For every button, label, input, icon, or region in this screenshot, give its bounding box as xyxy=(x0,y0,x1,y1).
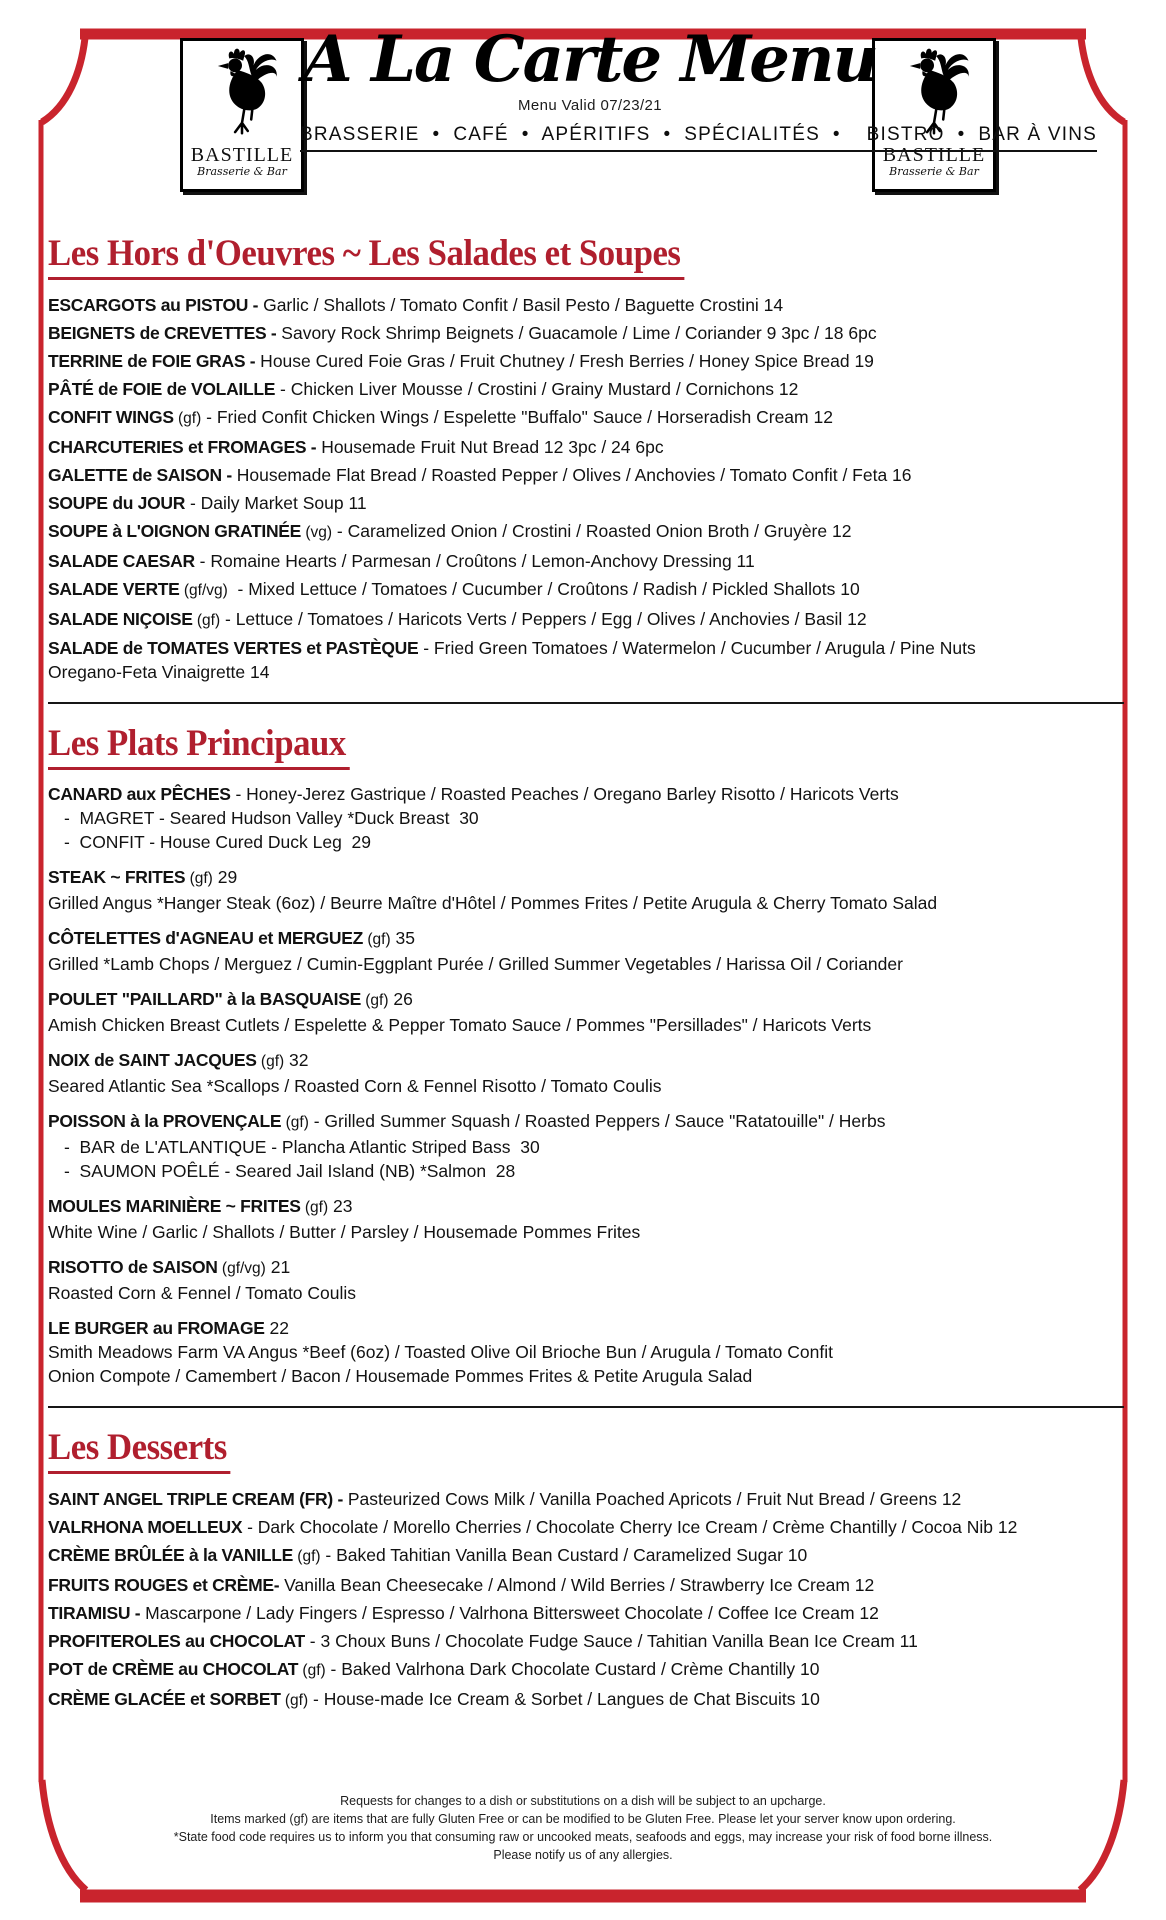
menu-item xyxy=(48,782,1124,854)
item-description: Savory Rock Shrimp Beignets / Guacamole / Lime / Coriander 9 3pc / 18 6pc xyxy=(276,323,877,343)
item-description: - Romaine Hearts / Parmesan / Croûtons / Lemon-Anchovy Dressing 11 xyxy=(194,551,755,571)
item-name: PÂTÉ de FOIE de VOLAILLE xyxy=(48,379,276,399)
menu-item-line xyxy=(48,462,1124,488)
menu-item xyxy=(48,320,1124,346)
menu-item xyxy=(48,926,1124,976)
item-description: Housemade Flat Bread / Roasted Pepper / Olives / Anchovies / Tomato Confit / Feta 16 xyxy=(231,465,912,485)
item-subline: Grilled Angus *Hanger Steak (6oz) / Beurre Maître d'Hôtel / Pommes Frites / Petite Arugula & Cherry Tomato Salad xyxy=(48,893,938,913)
menu-item xyxy=(48,1109,1124,1183)
item-description: - Fried Confit Chicken Wings / Espelette "Buffalo" Sauce / Horseradish Cream 12 xyxy=(201,407,833,427)
item-diet-tag: (gf) xyxy=(256,1053,285,1070)
menu-item xyxy=(48,1486,1124,1512)
item-diet-tag: (gf) xyxy=(298,1662,326,1679)
item-name: POT de CRÈME au CHOCOLAT xyxy=(48,1659,299,1679)
menu-item xyxy=(48,404,1124,432)
menu-item xyxy=(48,1048,1124,1098)
menu-item xyxy=(48,518,1124,546)
menu-item-line xyxy=(48,320,1124,346)
item-subline: - SAUMON POÊLÉ - Seared Jail Island (NB) *Salmon 28 xyxy=(64,1161,516,1181)
menu-item xyxy=(48,1255,1124,1305)
item-description: 22 xyxy=(264,1318,289,1338)
logo-subtitle: Brasserie & Bar xyxy=(889,165,979,178)
item-subline: - MAGRET - Seared Hudson Valley *Duck Breast 30 xyxy=(64,808,479,828)
item-subline: Amish Chicken Breast Cutlets / Espelette & Pepper Tomato Sauce / Pommes "Persillades" / Haricots Verts xyxy=(48,1015,872,1035)
menu-item-line xyxy=(48,1572,1124,1598)
item-name: FRUITS ROUGES et CRÈME- xyxy=(48,1575,280,1595)
menu-item xyxy=(48,462,1124,488)
item-description: House Cured Foie Gras / Fruit Chutney / Fresh Berries / Honey Spice Bread 19 xyxy=(255,351,874,371)
item-subline: - CONFIT - House Cured Duck Leg 29 xyxy=(64,832,372,852)
menu-item xyxy=(48,1628,1124,1654)
item-description: 21 xyxy=(265,1257,291,1277)
menu-item-line xyxy=(48,1600,1124,1626)
menu-item-line xyxy=(48,376,1124,402)
item-name: STEAK ~ FRITES xyxy=(48,867,186,887)
menu-item-line xyxy=(48,782,1124,806)
menu-item xyxy=(48,1600,1124,1626)
item-name: GALETTE de SAISON - xyxy=(48,465,232,485)
menu-item xyxy=(48,1194,1124,1244)
item-name: CONFIT WINGS xyxy=(48,407,174,427)
item-name: SALADE CAESAR xyxy=(48,551,195,571)
item-name: PROFITEROLES au CHOCOLAT xyxy=(48,1631,305,1651)
menu-item-line xyxy=(48,987,1124,1013)
menu-item-line xyxy=(48,1048,1124,1074)
menu-item-line xyxy=(48,1686,1124,1714)
item-diet-tag: (vg) xyxy=(301,524,333,541)
footer-notes xyxy=(0,1792,1166,1864)
item-name: CÔTELETTES d'AGNEAU et MERGUEZ xyxy=(48,928,364,948)
menu-item-line xyxy=(48,404,1124,432)
menu-item xyxy=(48,292,1124,318)
item-description: - Caramelized Onion / Crostini / Roasted Onion Broth / Gruyère 12 xyxy=(332,521,852,541)
logo-subtitle: Brasserie & Bar xyxy=(197,165,287,178)
menu-item-line xyxy=(48,292,1124,318)
item-diet-tag: (gf) xyxy=(192,612,221,629)
header xyxy=(300,22,1098,152)
item-name: SAINT ANGEL TRIPLE CREAM (FR) - xyxy=(48,1489,343,1509)
menu-item-line xyxy=(48,1656,1124,1684)
page-title: A La Carte Menu xyxy=(303,22,877,97)
item-name: POISSON à la PROVENÇALE xyxy=(48,1111,282,1131)
item-description: - Honey-Jerez Gastrique / Roasted Peaches / Oregano Barley Risotto / Haricots Verts xyxy=(230,784,899,804)
footer-line: Items marked (gf) are items that are fully Gluten Free or can be modified to be Gluten Free. Please let your server know upon ordering. xyxy=(210,1812,956,1826)
menu-item xyxy=(48,1316,1124,1388)
item-subline: Smith Meadows Farm VA Angus *Beef (6oz) / Toasted Olive Oil Brioche Bun / Arugula / Tomato Confit xyxy=(48,1342,833,1362)
menu-item xyxy=(48,434,1124,460)
menu-item-line xyxy=(48,865,1124,891)
item-description: 26 xyxy=(388,989,413,1009)
item-name: CRÈME GLACÉE et SORBET xyxy=(48,1689,281,1709)
item-description: - Dark Chocolate / Morello Cherries / Chocolate Cherry Ice Cream / Crème Chantilly / Cocoa Nib 12 xyxy=(242,1517,1018,1537)
item-name: LE BURGER au FROMAGE xyxy=(48,1318,265,1338)
item-name: SALADE NIÇOISE xyxy=(48,609,193,629)
rooster-icon xyxy=(203,47,281,139)
item-subline: Seared Atlantic Sea *Scallops / Roasted Corn & Fennel Risotto / Tomato Coulis xyxy=(48,1076,662,1096)
menu-item-line xyxy=(48,1255,1124,1281)
item-description: Housemade Fruit Nut Bread 12 3pc / 24 6pc xyxy=(316,437,664,457)
menu-item xyxy=(48,376,1124,402)
menu-item-line xyxy=(48,518,1124,546)
item-description: Pasteurized Cows Milk / Vanilla Poached Apricots / Fruit Nut Bread / Greens 12 xyxy=(343,1489,962,1509)
menu-section xyxy=(48,712,1124,1388)
item-subline: Oregano-Feta Vinaigrette 14 xyxy=(48,662,270,682)
section-title: Les Desserts xyxy=(48,1426,231,1474)
menu-item xyxy=(48,490,1124,516)
footer-line: Please notify us of any allergies. xyxy=(493,1848,673,1862)
item-description: Mascarpone / Lady Fingers / Espresso / Valrhona Bittersweet Chocolate / Coffee Ice Cream 12 xyxy=(140,1603,879,1623)
menu-item xyxy=(48,1572,1124,1598)
menu-item xyxy=(48,576,1124,604)
item-description: - Fried Green Tomatoes / Watermelon / Cucumber / Arugula / Pine Nuts xyxy=(418,638,976,658)
item-diet-tag: (gf) xyxy=(280,1692,309,1709)
section-divider xyxy=(48,702,1124,704)
menu-item-line xyxy=(48,1109,1124,1135)
item-name: MOULES MARINIÈRE ~ FRITES xyxy=(48,1196,301,1216)
item-description: - Mixed Lettuce / Tomatoes / Cucumber / Croûtons / Radish / Pickled Shallots 10 xyxy=(227,579,860,599)
menu-item-line xyxy=(48,1194,1124,1220)
menu-item-line xyxy=(48,1514,1124,1540)
menu-valid-date: Menu Valid 07/23/21 xyxy=(517,97,663,115)
item-name: TERRINE de FOIE GRAS - xyxy=(48,351,256,371)
item-description: Vanilla Bean Cheesecake / Almond / Wild Berries / Strawberry Ice Cream 12 xyxy=(279,1575,875,1595)
menu-item xyxy=(48,548,1124,574)
item-description: 23 xyxy=(328,1196,353,1216)
item-name: CRÈME BRÛLÉE à la VANILLE xyxy=(48,1545,293,1565)
item-subline: Grilled *Lamb Chops / Merguez / Cumin-Eggplant Purée / Grilled Summer Vegetables / Harissa Oil / Coriander xyxy=(48,954,903,974)
item-description: - Baked Tahitian Vanilla Bean Custard / Caramelized Sugar 10 xyxy=(320,1545,808,1565)
menu-item-line xyxy=(48,926,1124,952)
menu-item xyxy=(48,636,1124,684)
menu-item-line xyxy=(48,606,1124,634)
item-subline: Roasted Corn & Fennel / Tomato Coulis xyxy=(48,1283,357,1303)
item-diet-tag: (gf) xyxy=(185,870,213,887)
item-name: ESCARGOTS au PISTOU - xyxy=(48,295,259,315)
menu-item xyxy=(48,1542,1124,1570)
menu-item-line xyxy=(48,636,1124,660)
menu-item-line xyxy=(48,548,1124,574)
menu-item xyxy=(48,1514,1124,1540)
menu-item xyxy=(48,987,1124,1037)
item-description: 32 xyxy=(284,1050,309,1070)
item-diet-tag: (gf) xyxy=(363,931,391,948)
item-subline: White Wine / Garlic / Shallots / Butter / Parsley / Housemade Pommes Frites xyxy=(48,1222,641,1242)
menu-item xyxy=(48,865,1124,915)
menu-item-line xyxy=(48,1542,1124,1570)
item-description: - Baked Valrhona Dark Chocolate Custard / Crème Chantilly 10 xyxy=(325,1659,820,1679)
menu-item xyxy=(48,348,1124,374)
footer-line: Requests for changes to a dish or substitutions on a dish will be subject to an upcharge. xyxy=(340,1794,826,1808)
item-description: - House-made Ice Cream & Sorbet / Langues de Chat Biscuits 10 xyxy=(308,1689,820,1709)
item-diet-tag: (gf/vg) xyxy=(217,1260,266,1277)
section-title: Les Hors d'Oeuvres ~ Les Salades et Soupes xyxy=(48,232,684,280)
section-title: Les Plats Principaux xyxy=(48,722,350,770)
menu-item-line xyxy=(48,434,1124,460)
restaurant-tagline: BRASSERIE • CAFÉ • APÉRITIFS • SPÉCIALITÉS • BISTRO • BAR À VINS xyxy=(300,124,1097,152)
menu-item-line xyxy=(48,490,1124,516)
item-diet-tag: (gf) xyxy=(281,1114,309,1131)
menu-item-line xyxy=(48,1486,1124,1512)
item-diet-tag: (gf) xyxy=(293,1548,321,1565)
menu-item xyxy=(48,1656,1124,1684)
item-description: - Chicken Liver Mousse / Crostini / Grainy Mustard / Cornichons 12 xyxy=(275,379,799,399)
item-name: SALADE de TOMATES VERTES et PASTÈQUE xyxy=(48,638,419,658)
menu-section xyxy=(48,1416,1124,1714)
logo-wordmark: BASTILLE xyxy=(882,144,986,166)
item-name: TIRAMISU - xyxy=(48,1603,141,1623)
item-name: BEIGNETS de CREVETTES - xyxy=(48,323,277,343)
item-description: Garlic / Shallots / Tomato Confit / Basil Pesto / Baguette Crostini 14 xyxy=(258,295,784,315)
item-description: 35 xyxy=(390,928,415,948)
item-diet-tag: (gf) xyxy=(360,992,389,1009)
menu-item xyxy=(48,1686,1124,1714)
item-name: RISOTTO de SAISON xyxy=(48,1257,218,1277)
logo-wordmark: BASTILLE xyxy=(190,144,294,166)
item-description: 29 xyxy=(212,867,238,887)
item-diet-tag: (gf/vg) xyxy=(179,582,228,599)
item-name: SALADE VERTE xyxy=(48,579,180,599)
menu-content xyxy=(48,228,1124,1716)
menu-item xyxy=(48,606,1124,634)
item-name: CANARD aux PÊCHES xyxy=(48,784,231,804)
item-description: - Daily Market Soup 11 xyxy=(185,493,367,513)
menu-item-line xyxy=(48,576,1124,604)
item-description: - 3 Choux Buns / Chocolate Fudge Sauce / Tahitian Vanilla Bean Ice Cream 11 xyxy=(304,1631,918,1651)
bastille-logo-right xyxy=(872,38,996,192)
item-name: SOUPE à L'OIGNON GRATINÉE xyxy=(48,521,302,541)
item-name: POULET "PAILLARD" à la BASQUAISE xyxy=(48,989,361,1009)
item-diet-tag: (gf) xyxy=(173,410,202,427)
item-subline: Onion Compote / Camembert / Bacon / Housemade Pommes Frites & Petite Arugula Salad xyxy=(48,1366,753,1386)
footer-line: *State food code requires us to inform you that consuming raw or uncooked meats, seafoods and eggs, may increase your risk of food borne illness. xyxy=(173,1830,993,1844)
item-description: - Grilled Summer Squash / Roasted Peppers / Sauce "Ratatouille" / Herbs xyxy=(308,1111,886,1131)
menu-section xyxy=(48,228,1124,684)
section-divider xyxy=(48,1406,1124,1408)
item-name: VALRHONA MOELLEUX xyxy=(48,1517,243,1537)
item-description: - Lettuce / Tomatoes / Haricots Verts / Peppers / Egg / Olives / Anchovies / Basil 12 xyxy=(220,609,867,629)
menu-item-line xyxy=(48,1628,1124,1654)
item-name: CHARCUTERIES et FROMAGES - xyxy=(48,437,317,457)
bastille-logo-left xyxy=(180,38,304,192)
menu-item-line xyxy=(48,1316,1124,1340)
item-name: SOUPE du JOUR xyxy=(48,493,186,513)
item-diet-tag: (gf) xyxy=(300,1199,329,1216)
menu-item-line xyxy=(48,348,1124,374)
item-name: NOIX de SAINT JACQUES xyxy=(48,1050,257,1070)
item-subline: - BAR de L'ATLANTIQUE - Plancha Atlantic Striped Bass 30 xyxy=(64,1137,540,1157)
